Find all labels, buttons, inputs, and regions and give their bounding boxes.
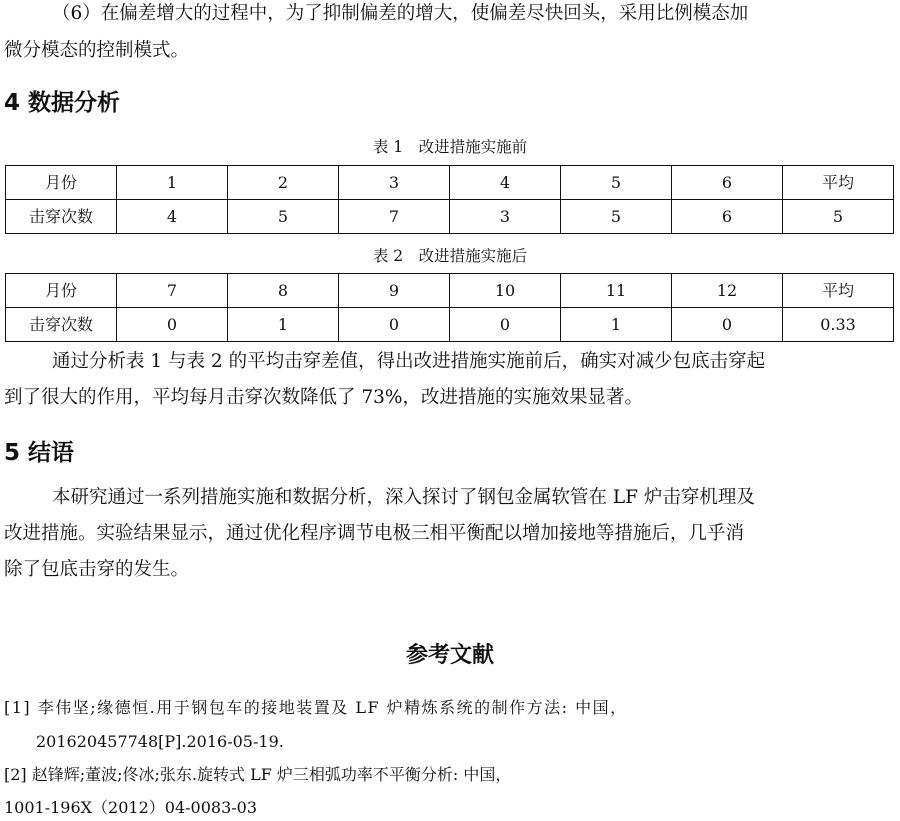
- table-1-month: 平均: [783, 166, 894, 200]
- table-2-count: 0: [450, 308, 561, 342]
- table-2-row-label: 击穿次数: [6, 308, 117, 342]
- table-1-count: 5: [783, 200, 894, 234]
- table-1-month: 6: [672, 166, 783, 200]
- references-title: 参考文献: [405, 643, 494, 668]
- table-2-count: 0: [339, 308, 450, 342]
- table-1-caption: 表 1 改进措施实施前: [372, 138, 528, 156]
- intro-line-2: 微分模态的控制模式。: [4, 40, 190, 61]
- table-2: [5, 273, 894, 342]
- table-1-count: 6: [672, 200, 783, 234]
- table-1-count: 7: [339, 200, 450, 234]
- conclusion-line-1: 本研究通过一系列措施实施和数据分析，深入探讨了钢包金属软管在 LF 炉击穿机理及: [52, 487, 755, 508]
- table-1-count: 3: [450, 200, 561, 234]
- table-2-header-row: [6, 274, 894, 308]
- table-2-month: 平均: [783, 274, 894, 308]
- table-1-month: 5: [561, 166, 672, 200]
- table-1-month: 2: [228, 166, 339, 200]
- table-1: [5, 165, 894, 234]
- conclusion-line-2: 改进措施。实验结果显示，通过优化程序调节电极三相平衡配以增加接地等措施后，几乎消: [4, 523, 745, 544]
- analysis-line-1: 通过分析表 1 与表 2 的平均击穿差值，得出改进措施实施前后，确实对减少包底击穿起: [52, 351, 766, 372]
- table-2-month: 12: [672, 274, 783, 308]
- table-2-month: 7: [117, 274, 228, 308]
- table-2-count: 1: [561, 308, 672, 342]
- conclusion-line-3: 除了包底击穿的发生。: [4, 559, 190, 580]
- table-2-count: 0: [672, 308, 783, 342]
- table-1-count-row: [6, 200, 894, 234]
- table-2-caption: 表 2 改进措施实施后: [372, 247, 528, 265]
- table-2-month: 10: [450, 274, 561, 308]
- table-1-month: 1: [117, 166, 228, 200]
- analysis-line-2: 到了很大的作用，平均每月击穿次数降低了 73%，改进措施的实施效果显著。: [4, 387, 644, 408]
- table-1-month: 3: [339, 166, 450, 200]
- reference-2-line-1: [2] 赵锋辉;董波;佟冰;张东.旋转式 LF 炉三相弧功率不平衡分析: 中国，: [4, 765, 512, 784]
- table-1-header-row: [6, 166, 894, 200]
- table-2-month: 11: [561, 274, 672, 308]
- table-1-month: 4: [450, 166, 561, 200]
- table-2-count: 0: [117, 308, 228, 342]
- intro-line-1: （6）在偏差增大的过程中，为了抑制偏差的增大，使偏差尽快回头，采用比例模态加: [52, 3, 749, 24]
- reference-1-line-1: [1] 李伟坚;缘德恒.用于钢包车的接地装置及 LF 炉精炼系统的制作方法: 中国，: [4, 698, 628, 717]
- table-1-count: 5: [561, 200, 672, 234]
- section-4-heading: 4 数据分析: [4, 90, 121, 116]
- table-2-count: 1: [228, 308, 339, 342]
- table-1-count: 5: [228, 200, 339, 234]
- table-2-count-row: [6, 308, 894, 342]
- table-2-count: 0.33: [783, 308, 894, 342]
- table-1-count: 4: [117, 200, 228, 234]
- table-1-header-label: 月份: [6, 166, 117, 200]
- table-2-header-label: 月份: [6, 274, 117, 308]
- table-1-row-label: 击穿次数: [6, 200, 117, 234]
- section-5-heading: 5 结语: [4, 440, 75, 466]
- reference-1-line-2: 201620457748[P].2016-05-19.: [36, 732, 284, 751]
- table-2-month: 8: [228, 274, 339, 308]
- table-2-month: 9: [339, 274, 450, 308]
- reference-2-line-2: 1001-196X（2012）04-0083-03: [4, 798, 258, 817]
